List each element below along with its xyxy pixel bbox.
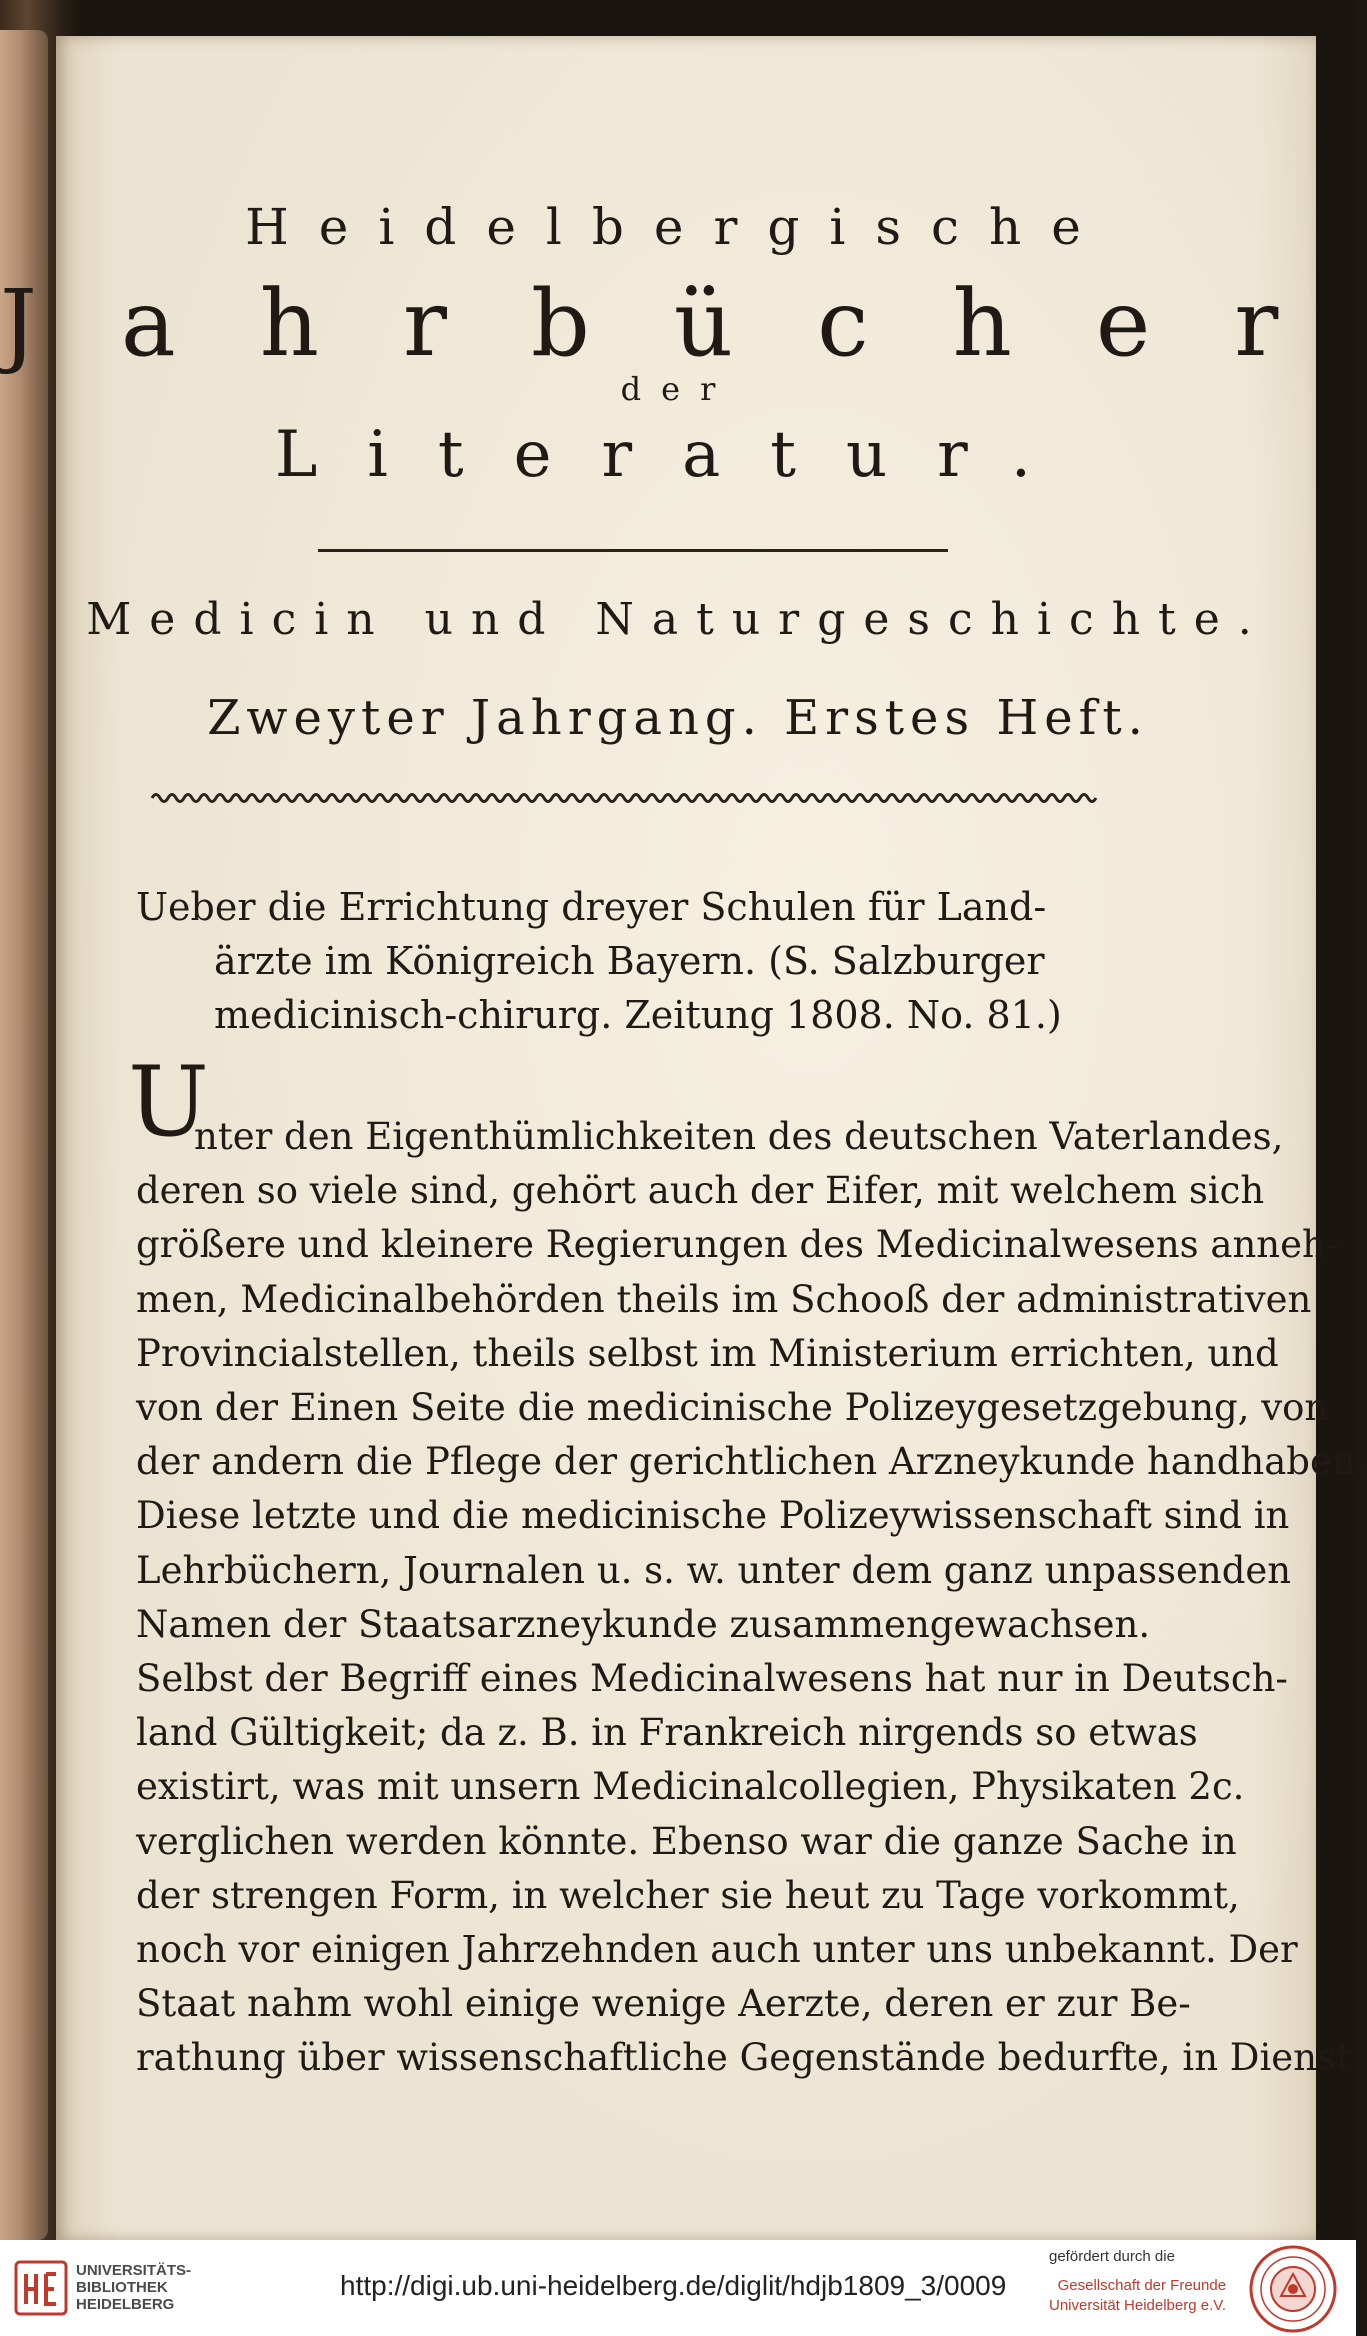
section-heading: Medicin und Naturgeschichte.: [86, 594, 1270, 645]
body-line: Staat nahm wohl einige wenige Aerzte, deren er zur Be-: [136, 1982, 1191, 2026]
body-line: deren so viele sind, gehört auch der Eifer, mit welchem sich: [136, 1169, 1265, 1213]
article-heading: [136, 880, 1096, 1042]
sponsor-name[interactable]: Gesellschaft der Freunde Universität Heidelberg e.V.: [1049, 2277, 1227, 2314]
sponsor-note: gefördert durch die: [1049, 2248, 1175, 2265]
body-line: Provincialstellen, theils selbst im Ministerium errichten, und: [136, 1331, 1279, 1375]
body-line: existirt, was mit unsern Medicinalcollegien, Physikaten 2c.: [136, 1765, 1245, 1809]
body-line: der andern die Pflege der gerichtlichen Arzneykunde handhaben.: [136, 1440, 1367, 1484]
body-line: größere und kleinere Regierungen des Medicinalwesens anneh-: [136, 1223, 1339, 1267]
body-line: men, Medicinalbehörden theils im Schooß der administrativen: [136, 1277, 1312, 1321]
body-line: Diese letzte und die medicinische Polizeywissenschaft sind in: [136, 1494, 1290, 1538]
body-line: der strengen Form, in welcher sie heut zu Tage vorkommt,: [136, 1873, 1240, 1917]
library-name[interactable]: UNIVERSITÄTS- BIBLIOTHEK HEIDELBERG: [76, 2262, 192, 2313]
body-line: rathung über wissenschaftliche Gegenstände bedurfte, in Dienst: [136, 2036, 1351, 2080]
viewer-footer: [0, 2240, 1356, 2336]
title-line-1: Heidelbergische: [245, 198, 1111, 256]
body-line: Namen der Staatsarzneykunde zusammengewachsen.: [136, 1602, 1151, 1646]
body-line: Selbst der Begriff eines Medicinalwesens hat nur in Deutsch-: [136, 1657, 1288, 1701]
wavy-divider: [152, 790, 1082, 806]
issue-heading: Zweyter Jahrgang. Erstes Heft.: [207, 690, 1149, 746]
title-rule: [318, 549, 948, 552]
permalink-url[interactable]: http://digi.ub.uni-heidelberg.de/diglit/hdjb1809_3/0009: [340, 2270, 1007, 2301]
article-heading-line: medicinisch-chirurg. Zeitung 1808. No. 81.): [214, 993, 1062, 1037]
title-line-4: Literatur.: [274, 418, 1082, 492]
body-line: verglichen werden könnte. Ebenso war die ganze Sache in: [136, 1819, 1237, 1863]
title-line-2: Jahrbücher: [0, 270, 1363, 377]
article-body: [136, 1110, 1367, 2086]
drop-cap: U: [128, 1046, 209, 1158]
body-line: nter den Eigenthümlichkeiten des deutschen Vaterlandes,: [194, 1115, 1284, 1158]
body-line: Lehrbüchern, Journalen u. s. w. unter dem ganz unpassenden: [136, 1548, 1292, 1592]
title-line-3: der: [620, 370, 736, 408]
article-heading-line: ärzte im Königreich Bayern. (S. Salzburger: [214, 939, 1045, 983]
body-line: land Gültigkeit; da z. B. in Frankreich nirgends so etwas: [136, 1711, 1198, 1755]
body-line: noch vor einigen Jahrzehnden auch unter uns unbekannt. Der: [136, 1928, 1298, 1972]
university-seal-icon[interactable]: [1248, 2244, 1338, 2334]
library-logo-icon[interactable]: [14, 2260, 68, 2316]
article-heading-line: Ueber die Errichtung dreyer Schulen für Land-: [136, 885, 1047, 929]
body-line: von der Einen Seite die medicinische Polizeygesetzgebung, von: [136, 1386, 1329, 1430]
